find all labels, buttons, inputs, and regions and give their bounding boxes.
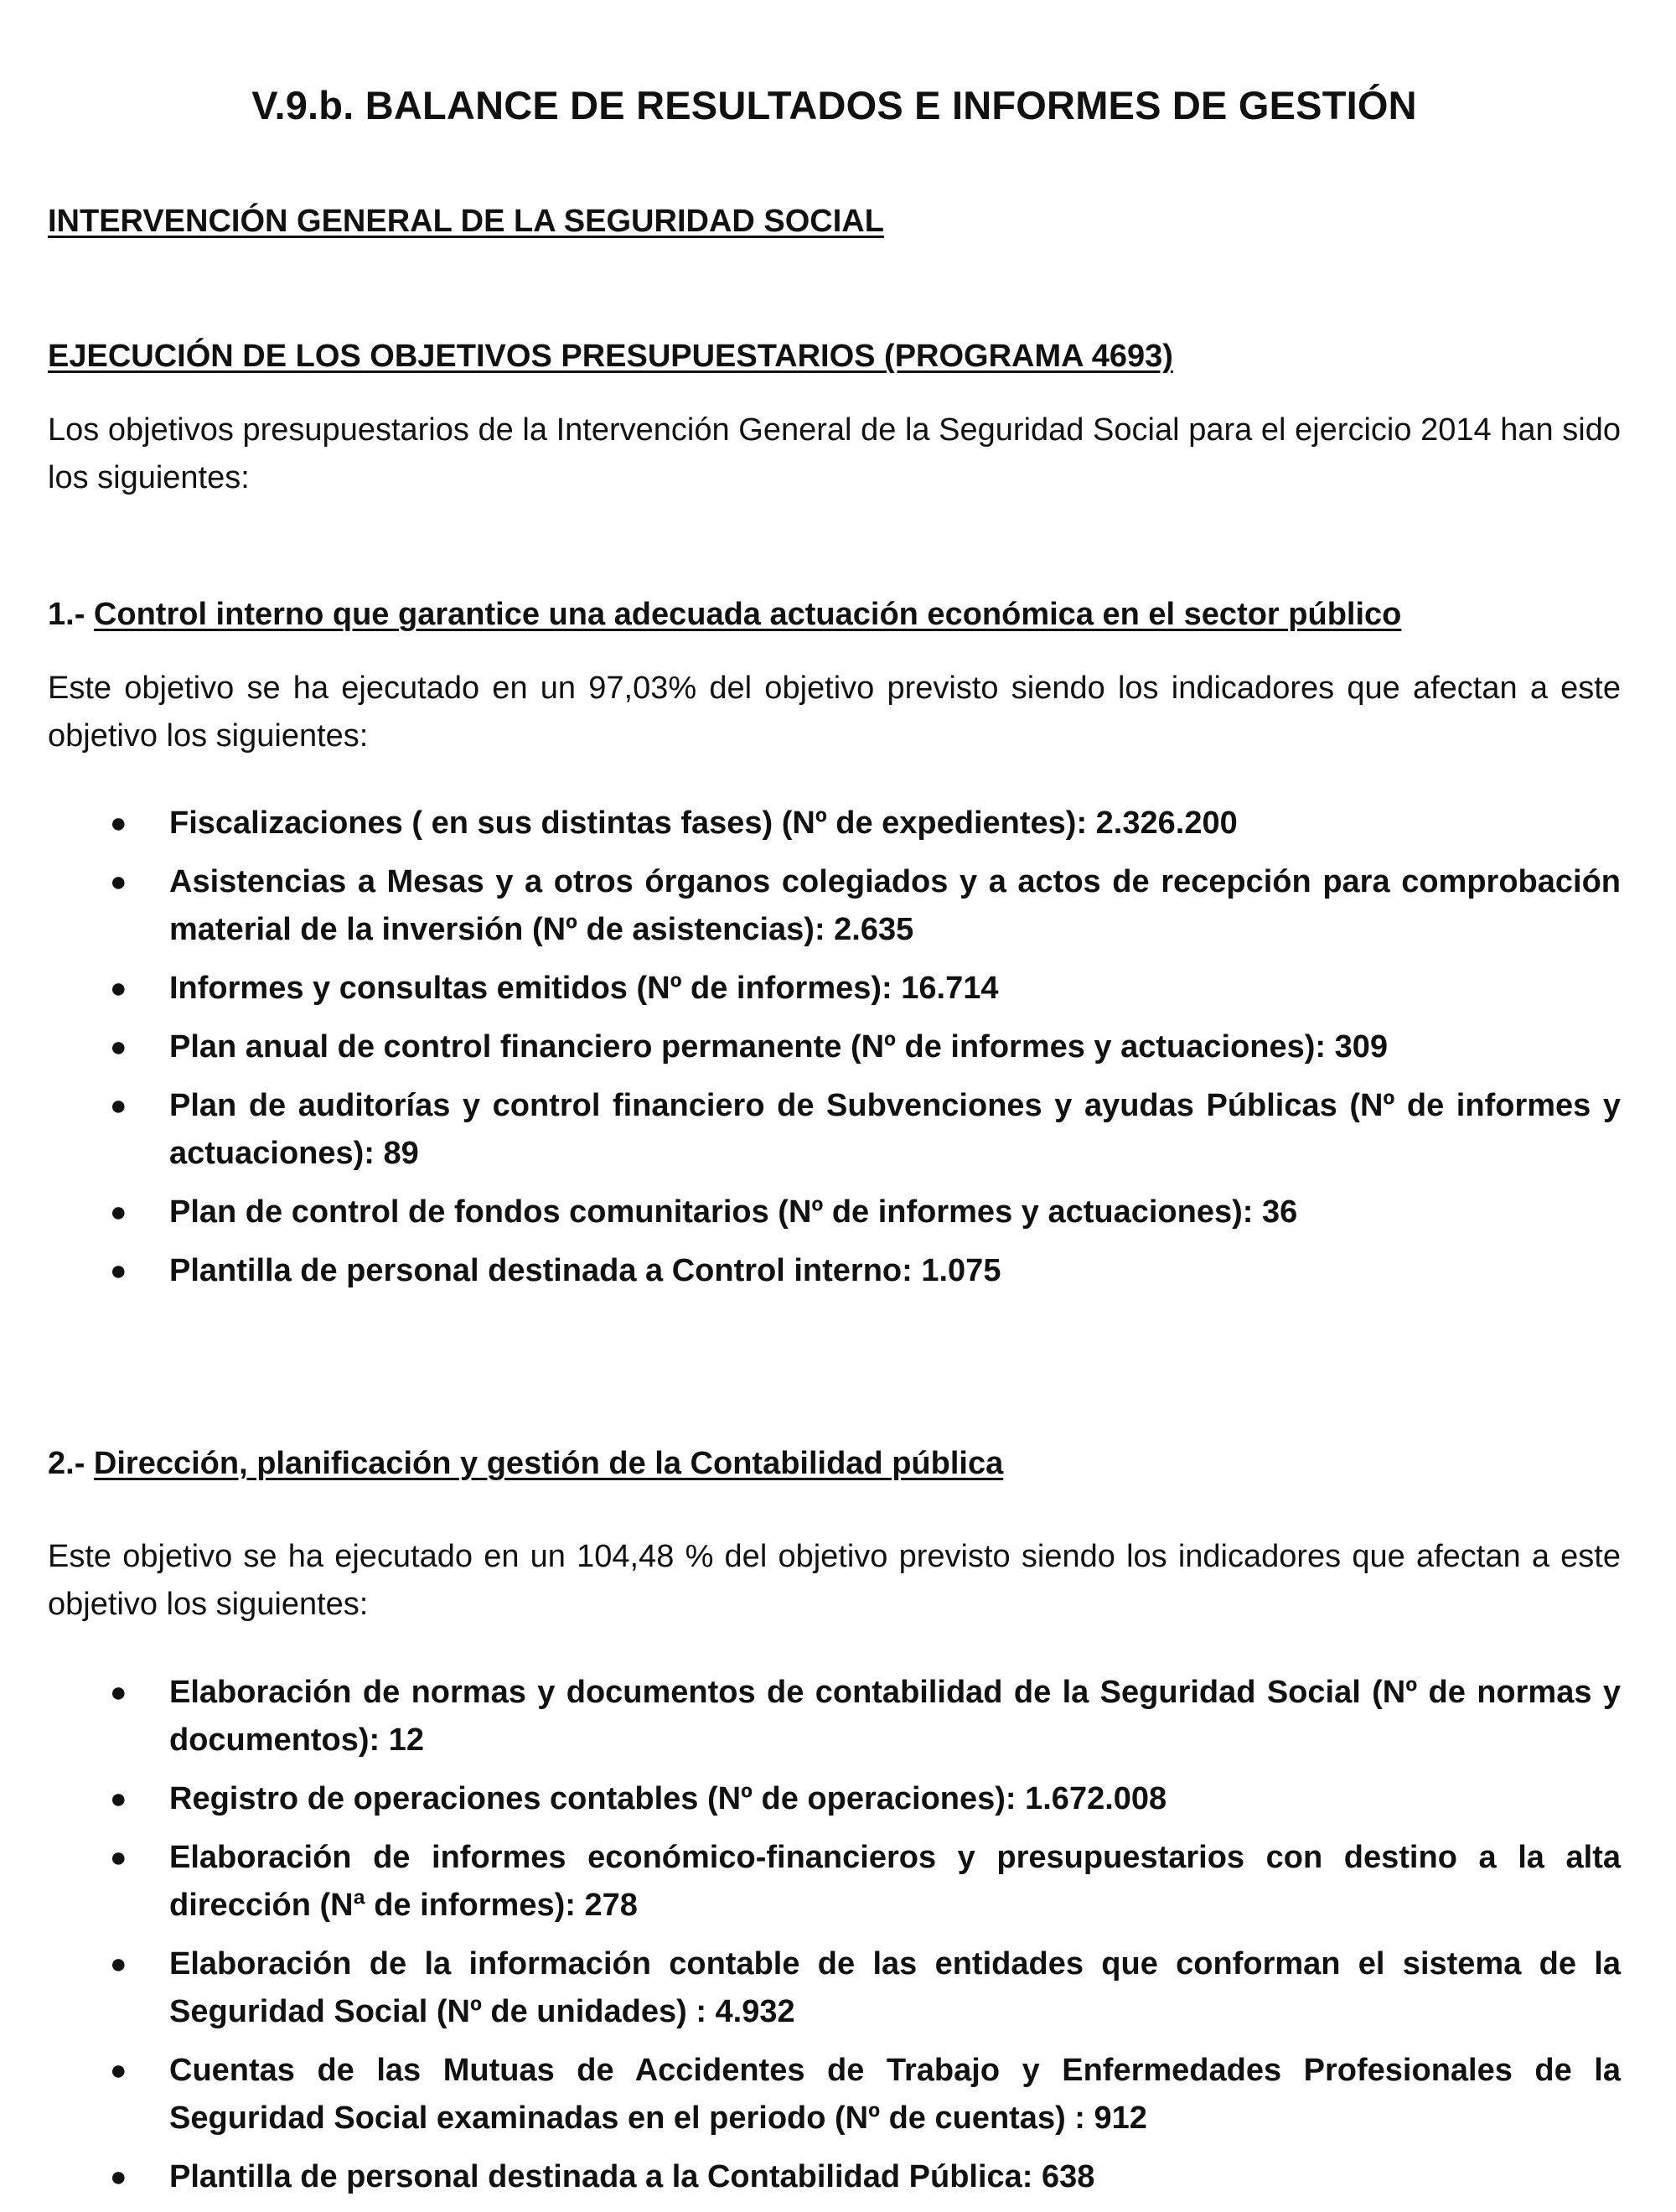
subsection-heading: EJECUCIÓN DE LOS OBJETIVOS PRESUPUESTARIOS (PROGRAMA 4693)	[48, 339, 1173, 374]
bullet-icon: ●	[110, 866, 127, 898]
indicator-text: Plan anual de control financiero permanente (Nº de informes y actuaciones): 309	[169, 1029, 1389, 1065]
indicator-text: Elaboración de informes económico-financieros y presupuestarios con destino a la alta dirección (Nª de informes): 278	[169, 1840, 1621, 1923]
list-item	[48, 1189, 1621, 1236]
bullet-icon: ●	[110, 1948, 127, 1980]
bullet-icon: ●	[110, 1676, 127, 1708]
objective-1-title: Control interno que garantice una adecuada actuación económica en el sector público	[93, 597, 1402, 632]
objective-2-description: Este objetivo se ha ejecutado en un 104,48 % del objetivo previsto siendo los indicadores que afectan a este objetivo los siguientes:	[48, 1539, 1621, 1622]
list-item	[48, 858, 1621, 954]
bullet-icon: ●	[110, 1842, 127, 1873]
indicator-text: Informes y consultas emitidos (Nº de informes): 16.714	[169, 971, 999, 1006]
objective-1-heading	[48, 597, 1401, 633]
list-item	[48, 1023, 1621, 1071]
objective-2-indicator-list	[48, 1669, 1621, 2212]
list-item	[48, 800, 1621, 847]
indicator-text: Plan de auditorías y control financiero de Subvenciones y ayudas Públicas (Nº de informes y actuaciones): 89	[169, 1088, 1621, 1171]
objective-2-heading	[48, 1446, 1003, 1482]
list-item	[48, 1669, 1621, 1764]
objective-2-number: 2.-	[48, 1446, 85, 1481]
objective-1-indicator-list	[48, 800, 1621, 1306]
objective-1-number: 1.-	[48, 597, 85, 632]
intro-paragraph: Los objetivos presupuestarios de la Intervención General de la Seguridad Social para el ejercicio 2014 han sido los siguientes:	[48, 412, 1621, 495]
indicator-text: Asistencias a Mesas y a otros órganos colegiados y a actos de recepción para comprobación material de la inversión (Nº de asistencias): 2.635	[169, 864, 1621, 947]
bullet-icon: ●	[110, 807, 127, 839]
objective-2-title: Dirección, planificación y gestión de la Contabilidad pública	[93, 1446, 1004, 1481]
indicator-text: Cuentas de las Mutuas de Accidentes de Trabajo y Enfermedades Profesionales de la Seguridad Social examinadas en el periodo (Nº de cuentas) : 912	[169, 2053, 1621, 2136]
list-item	[48, 1834, 1621, 1930]
objective-1-description: Este objetivo se ha ejecutado en un 97,03% del objetivo previsto siendo los indicadores que afectan a este objetivo los siguientes:	[48, 671, 1621, 754]
bullet-icon: ●	[110, 1090, 127, 1122]
indicator-text: Elaboración de la información contable de las entidades que conforman el sistema de la Seguridad Social (Nº de unidades) : 4.932	[169, 1946, 1621, 2029]
bullet-icon: ●	[110, 2054, 127, 2086]
bullet-icon: ●	[110, 1196, 127, 1228]
bullet-icon: ●	[110, 2161, 127, 2193]
indicator-text: Plantilla de personal destinada a Control interno: 1.075	[169, 1253, 1001, 1288]
list-item	[48, 1775, 1621, 1823]
bullet-icon: ●	[110, 1031, 127, 1063]
bullet-icon: ●	[110, 1783, 127, 1815]
indicator-text: Plantilla de personal destinada a la Contabilidad Pública: 638	[169, 2159, 1095, 2194]
indicator-text: Plan de control de fondos comunitarios (Nº de informes y actuaciones): 36	[169, 1194, 1298, 1230]
indicator-text: Fiscalizaciones ( en sus distintas fases) (Nº de expedientes): 2.326.200	[169, 806, 1238, 841]
list-item	[48, 1247, 1621, 1295]
section-heading: INTERVENCIÓN GENERAL DE LA SEGURIDAD SOCIAL	[48, 204, 884, 239]
bullet-icon: ●	[110, 972, 127, 1004]
indicator-text: Registro de operaciones contables (Nº de operaciones): 1.672.008	[169, 1781, 1167, 1816]
list-item	[48, 1082, 1621, 1178]
list-item	[48, 2047, 1621, 2142]
indicator-text: Elaboración de normas y documentos de contabilidad de la Seguridad Social (Nº de normas y documentos): 12	[169, 1675, 1621, 1758]
bullet-icon: ●	[110, 1255, 127, 1287]
list-item	[48, 1940, 1621, 2036]
list-item	[48, 965, 1621, 1013]
document-title: V.9.b. BALANCE DE RESULTADOS E INFORMES DE GESTIÓN	[251, 83, 1417, 127]
list-item	[48, 2153, 1621, 2201]
